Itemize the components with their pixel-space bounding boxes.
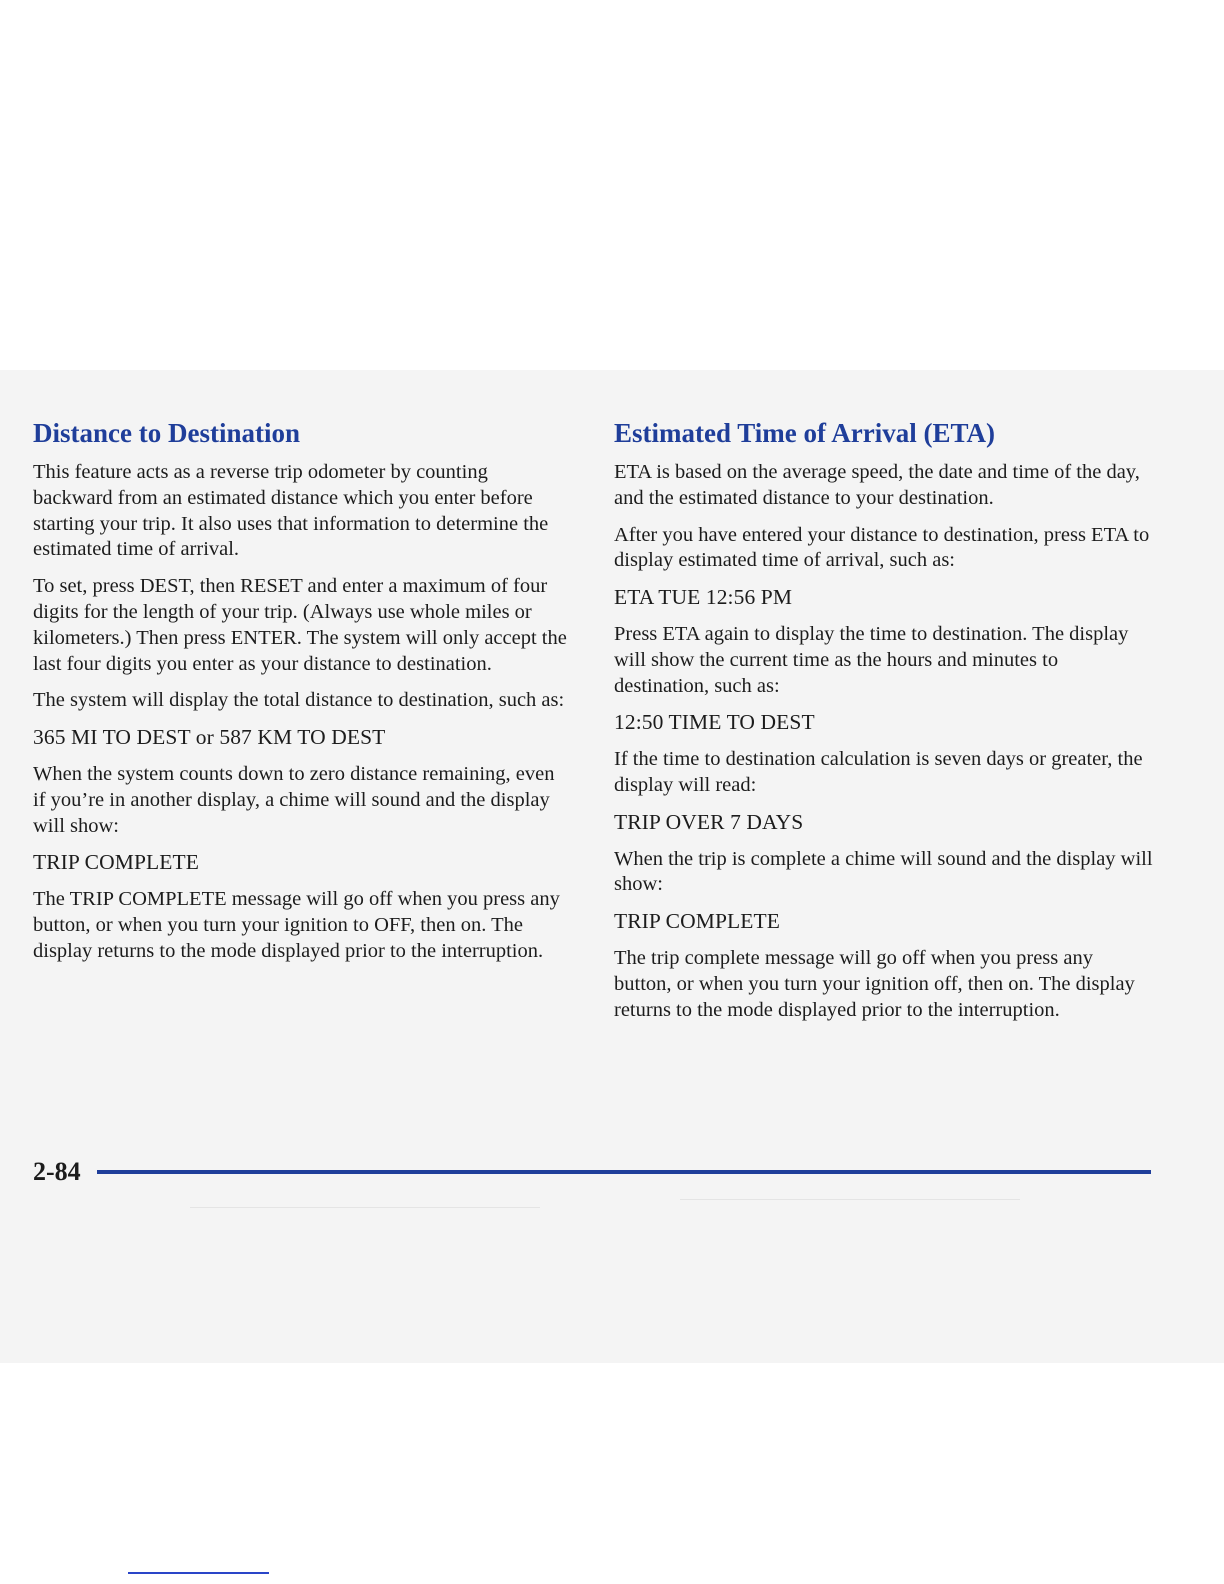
display-readout-time-to-dest: 12:50 TIME TO DEST [614, 710, 815, 735]
paragraph-press-eta-again: Press ETA again to display the time to destination. The display will show the current time as the hours and minutes to destination, such as: [614, 622, 1129, 697]
footer-rule [97, 1170, 1151, 1174]
paragraph-press-eta: After you have entered your distance to destination, press ETA to display estimated time of arrival, such as: [614, 523, 1150, 572]
distance-to-destination-section [33, 418, 568, 976]
section-title-eta: Estimated Time of Arrival (ETA) [614, 418, 995, 448]
paragraph-seven-days: If the time to destination calculation is seven days or greater, the display will read: [614, 748, 1143, 796]
bottom-link-rule [128, 1572, 269, 1574]
display-readout-trip-complete-eta: TRIP COMPLETE [614, 909, 780, 934]
page-number: 2-84 [33, 1157, 81, 1186]
faint-scan-line [680, 1199, 1020, 1200]
faint-scan-line [190, 1207, 540, 1208]
paragraph-message-off-eta: The trip complete message will go off when you press any button, or when you turn your ignition off, then on. The display returns to the mode displayed prior to the interruption. [614, 946, 1135, 1021]
section-title-distance: Distance to Destination [33, 418, 300, 448]
paragraph-trip-complete-chime: When the trip is complete a chime will sound and the display will show: [614, 847, 1153, 896]
paragraph-eta-basis: ETA is based on the average speed, the date and time of the day, and the estimated distance to your destination. [614, 461, 1140, 509]
paragraph-intro: This feature acts as a reverse trip odometer by counting backward from an estimated distance which you enter before starting your trip. It also uses that information to determine the estimated time of arrival. [33, 461, 549, 561]
paragraph-set-instructions: To set, press DEST, then RESET and enter a maximum of four digits for the length of your trip. (Always use whole miles or kilometers.) Then press ENTER. The system will only accept the last four digits you enter as your distance to destination. [33, 575, 567, 675]
paragraph-countdown: When the system counts down to zero distance remaining, even if you’re in another display, a chime will sound and the display will show: [33, 762, 555, 837]
eta-section [614, 418, 1154, 1034]
display-readout-distance: 365 MI TO DEST or 587 KM TO DEST [33, 725, 386, 750]
display-readout-trip-complete: TRIP COMPLETE [33, 850, 199, 875]
display-readout-trip-over: TRIP OVER 7 DAYS [614, 809, 804, 834]
paragraph-message-off: The TRIP COMPLETE message will go off when you press any button, or when you turn your ignition to OFF, then on. The display returns to the mode displayed prior to the interruption. [33, 888, 560, 962]
page-footer [33, 1155, 1151, 1189]
paragraph-display-total: The system will display the total distance to destination, such as: [33, 689, 565, 712]
display-readout-eta: ETA TUE 12:56 PM [614, 585, 793, 610]
